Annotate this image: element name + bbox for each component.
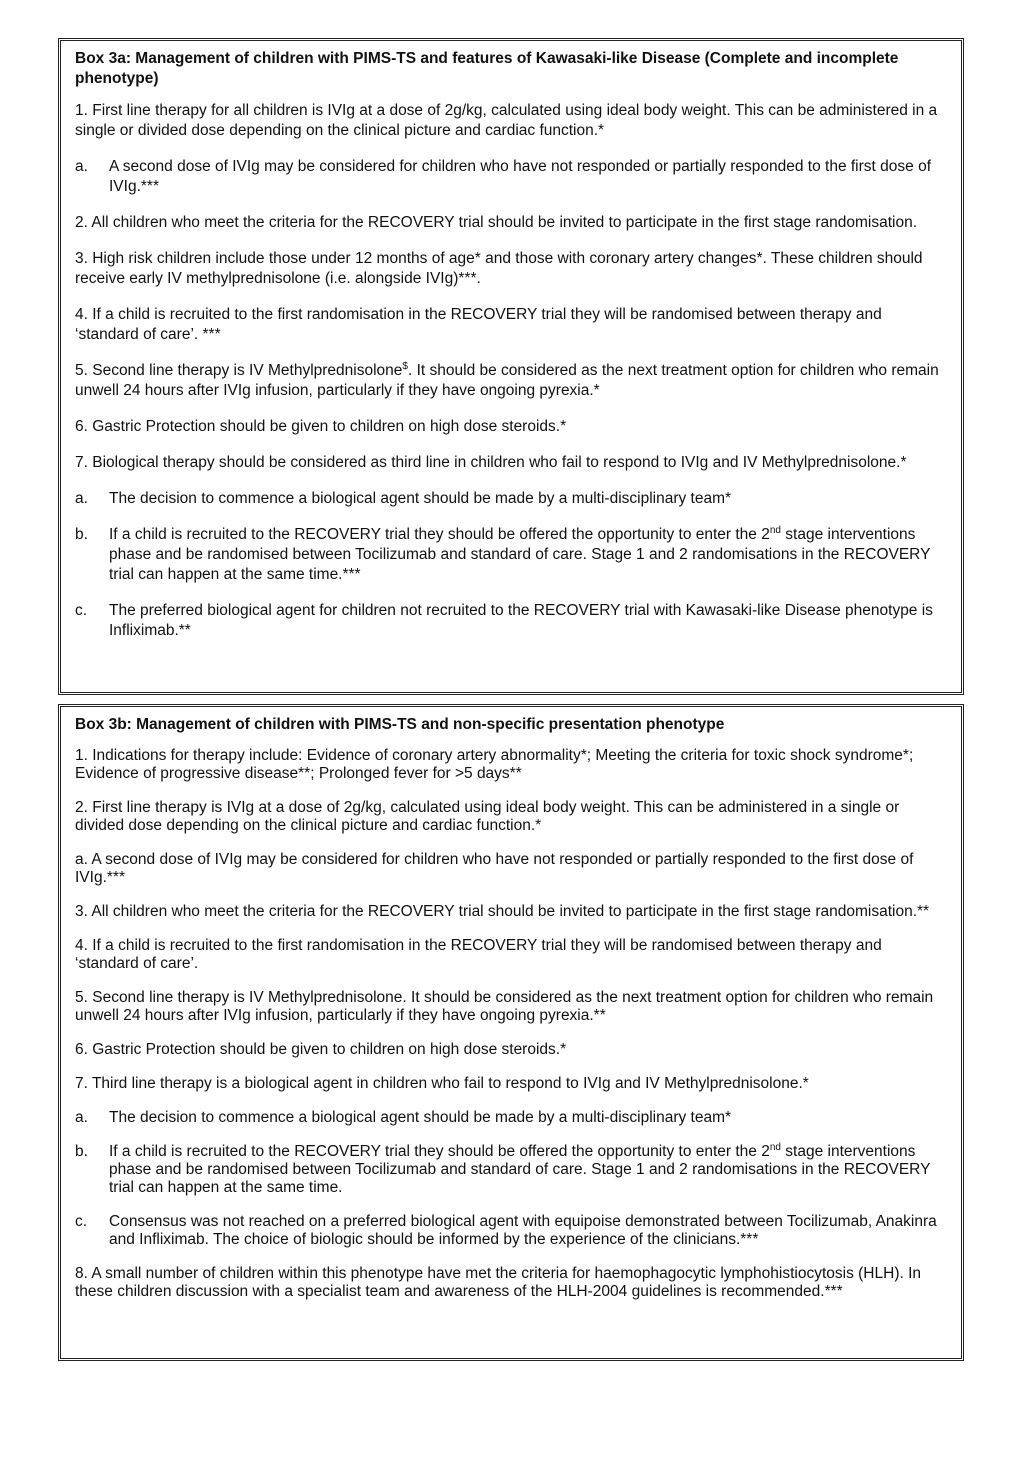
item-text: [109, 525, 947, 585]
box-3b-item-2a: a. A second dose of IVIg may be considered for children who have not responded or partially responded to the first dose of IVIg.***: [75, 851, 914, 886]
box-3b-item-7: 7. Third line therapy is a biological agent in children who fail to respond to IVIg and IV Methylprednisolone.*: [75, 1075, 809, 1092]
box-3b-title: Box 3b: Management of children with PIMS-TS and non-specific presentation phenotype: [75, 716, 725, 733]
box-3b-item-7a: [75, 1109, 947, 1127]
box-3b-item-4: 4. If a child is recruited to the first randomisation in the RECOVERY trial they will be randomised between therapy and ‘standard of care’.: [75, 937, 882, 972]
item-text-pre: If a child is recruited to the RECOVERY trial they should be offered the opportunity to enter the 2: [109, 526, 770, 543]
box-3a-item-4: 4. If a child is recruited to the first randomisation in the RECOVERY trial they will be randomised between therapy and ‘standard of care’. ***: [75, 306, 882, 343]
item-letter: a.: [75, 1109, 88, 1126]
box-3a-item-5: [75, 361, 947, 401]
box-3a-item-7b: [75, 525, 947, 585]
ordinal-suffix: nd: [769, 1141, 781, 1153]
item-letter: a.: [75, 490, 88, 507]
footnote-marker: $: [402, 360, 408, 372]
item-text-post: stage interventions phase and be randomised between Tocilizumab and standard of care. Stage 1 and 2 randomisations in the RECOVERY trial can happen at the same time.: [109, 1143, 931, 1196]
ordinal-suffix: nd: [769, 524, 781, 536]
item-letter: c.: [75, 602, 88, 619]
box-3a-item-3: 3. High risk children include those under 12 months of age* and those with coronary artery changes*. These children should receive early IV methylprednisolone (i.e. alongside IVIg)***.: [75, 250, 923, 287]
box-3b-item-8: 8. A small number of children within this phenotype have met the criteria for haemophagocytic lymphohistiocytosis (HLH). In these children discussion with a specialist team and awareness of the HLH-2004 guidelines is recommended.***: [75, 1265, 922, 1300]
item-text: The decision to commence a biological agent should be made by a multi-disciplinary team*: [109, 490, 732, 507]
box-3a-item-7c: [75, 601, 947, 641]
box-3b-item-1: 1. Indications for therapy include: Evidence of coronary artery abnormality*; Meeting the criteria for toxic shock syndrome*; Evidence of progressive disease**; Prolonged fever for >5 days**: [75, 747, 914, 782]
box-3a-item-1: 1. First line therapy for all children is IVIg at a dose of 2g/kg, calculated using ideal body weight. This can be administered in a single or divided dose depending on the clinical picture and cardiac function.*: [75, 102, 938, 139]
box-3a: [58, 38, 964, 695]
item-text: Consensus was not reached on a preferred biological agent with equipoise demonstrated between Tocilizumab, Anakinra and Infliximab. The choice of biologic should be informed by the experience of the clinicians.***: [109, 1213, 937, 1248]
item-text-post: stage interventions phase and be randomised between Tocilizumab and standard of care. Stage 1 and 2 randomisations in the RECOVERY trial can happen at the same time.***: [109, 526, 931, 583]
item-text: [109, 1143, 947, 1197]
item-text: The decision to commence a biological agent should be made by a multi-disciplinary team*: [109, 1109, 732, 1126]
item-text-pre: If a child is recruited to the RECOVERY trial they should be offered the opportunity to enter the 2: [109, 1143, 770, 1160]
item-letter: c.: [75, 1213, 88, 1230]
box-3b-item-6: 6. Gastric Protection should be given to children on high dose steroids.*: [75, 1041, 567, 1058]
box-3a-item-2: 2. All children who meet the criteria for the RECOVERY trial should be invited to participate in the first stage randomisation.: [75, 214, 918, 231]
item-text-post: . It should be considered as the next treatment option for children who remain unwell 24 hours after IVIg infusion, particularly if they have ongoing pyrexia.*: [75, 362, 939, 399]
box-3b-item-7c: [75, 1213, 947, 1249]
item-letter: b.: [75, 526, 88, 543]
box-3a-item-6: 6. Gastric Protection should be given to children on high dose steroids.*: [75, 418, 567, 435]
box-3b-item-7b: [75, 1143, 947, 1197]
item-text: The preferred biological agent for children not recruited to the RECOVERY trial with Kawasaki-like Disease phenotype is Infliximab.**: [109, 602, 933, 639]
box-3a-item-7: 7. Biological therapy should be considered as third line in children who fail to respond to IVIg and IV Methylprednisolone.*: [75, 454, 907, 471]
box-3b: [58, 704, 964, 1361]
item-letter: b.: [75, 1143, 88, 1160]
box-3a-title: Box 3a: Management of children with PIMS-TS and features of Kawasaki-like Disease (Complete and incomplete phenotype): [75, 50, 899, 87]
item-letter: a.: [75, 158, 88, 175]
box-3a-item-7a: [75, 489, 947, 509]
box-3a-item-1a: [75, 157, 947, 197]
box-3b-item-5: 5. Second line therapy is IV Methylprednisolone. It should be considered as the next treatment option for children who remain unwell 24 hours after IVIg infusion, particularly if they have ongoing pyrexia.**: [75, 989, 934, 1024]
item-text: A second dose of IVIg may be considered for children who have not responded or partially responded to the first dose of IVIg.***: [109, 158, 931, 195]
box-3b-item-2: 2. First line therapy is IVIg at a dose of 2g/kg, calculated using ideal body weight. This can be administered in a single or divided dose depending on the clinical picture and cardiac function.*: [75, 799, 900, 834]
box-3b-item-3: 3. All children who meet the criteria for the RECOVERY trial should be invited to participate in the first stage randomisation.**: [75, 903, 930, 920]
item-text-pre: 5. Second line therapy is IV Methylprednisolone: [75, 362, 403, 379]
